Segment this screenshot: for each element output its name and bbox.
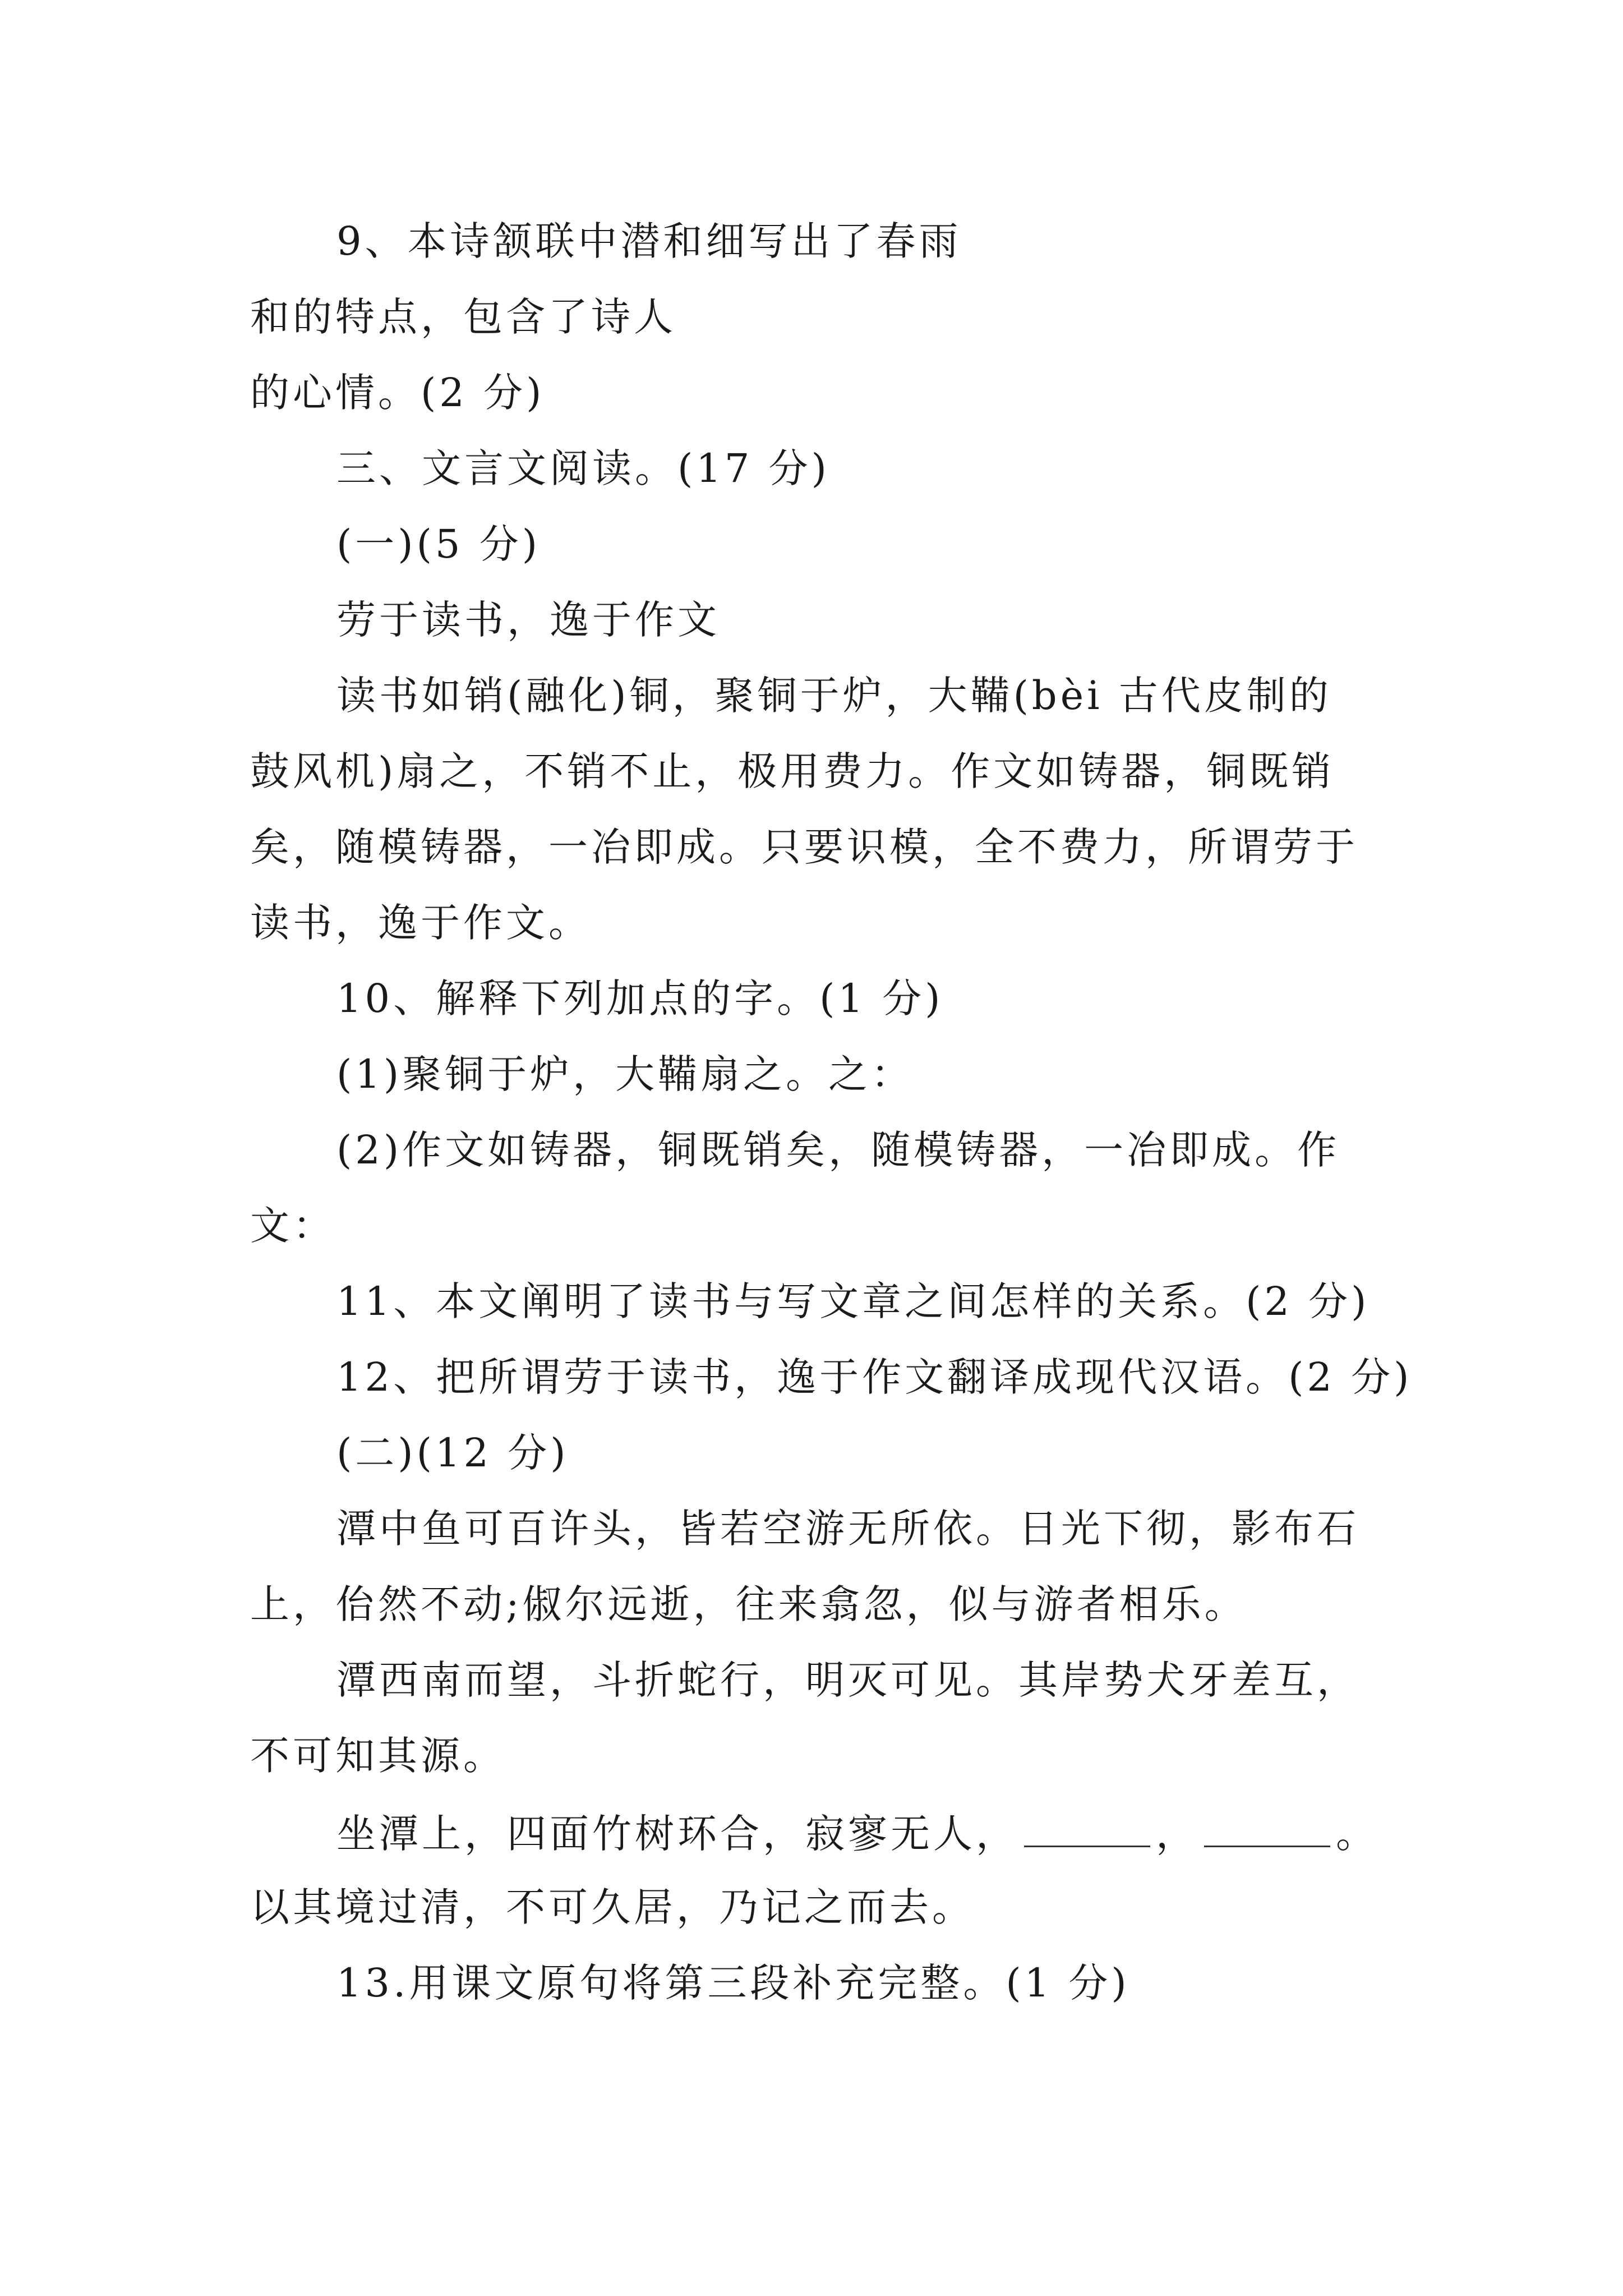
question-9-line-1: 9、本诗颔联中潜和细写出了春雨: [336, 218, 962, 264]
passage-1-line-2: 鼓风机)扇之，不销不止，极用费力。作文如铸器，铜既销: [250, 748, 1335, 794]
passage-2-para-1-line-2: 上，佁然不动;俶尔远逝，往来翕忽，似与游者相乐。: [250, 1581, 1247, 1627]
question-10-item-2-line-2: 文：: [250, 1203, 335, 1249]
question-9-line-2: 和的特点，包含了诗人: [250, 294, 676, 340]
passage-2-para-3-line-2: 以其境过清，不可久居，乃记之而去。: [250, 1884, 975, 1930]
passage-2-para-2-line-1: 潭西南而望，斗折蛇行，明灭可见。其岸势犬牙差互，: [336, 1657, 1359, 1703]
fill-in-blank-2[interactable]: [1204, 1812, 1330, 1847]
section-3-heading: 三、文言文阅读。(17 分): [336, 445, 830, 491]
sentence-end: 。: [1336, 1811, 1378, 1857]
question-10-item-2-line-1: (2)作文如铸器，铜既销矣，随模铸器，一冶即成。作: [336, 1127, 1340, 1173]
question-9-line-3: 的心情。(2 分): [250, 370, 545, 416]
passage-2-para-3-text: 坐潭上，四面竹树环合，寂寥无人，: [336, 1811, 1018, 1857]
question-11: 11、本文阐明了读书与写文章之间怎样的关系。(2 分): [336, 1278, 1370, 1324]
part-2-heading: (二)(12 分): [336, 1430, 569, 1476]
question-10-item-1: (1)聚铜于炉，大鞴扇之。之：: [336, 1051, 914, 1097]
passage-2-para-2-line-2: 不可知其源。: [250, 1733, 506, 1779]
part-1-heading: (一)(5 分): [336, 521, 541, 567]
passage-1-line-3: 矣，随模铸器，一冶即成。只要识模，全不费力，所谓劳于: [250, 824, 1358, 870]
question-13: 13.用课文原句将第三段补充完整。(1 分): [336, 1960, 1130, 2006]
passage-2-para-3-line-1: [336, 1811, 1378, 1857]
passage-1-title: 劳于读书，逸于作文: [336, 597, 720, 643]
passage-2-para-1-line-1: 潭中鱼可百许头，皆若空游无所依。日光下彻，影布石: [336, 1506, 1359, 1552]
passage-1-line-4: 读书，逸于作文。: [250, 900, 591, 946]
blank-separator: ，: [1156, 1811, 1198, 1857]
question-12: 12、把所谓劳于读书，逸于作文翻译成现代汉语。(2 分): [336, 1354, 1413, 1400]
question-10: 10、解释下列加点的字。(1 分): [336, 976, 944, 1022]
fill-in-blank-1[interactable]: [1024, 1812, 1150, 1847]
passage-1-line-1: 读书如销(融化)铜，聚铜于炉，大鞴(bèi 古代皮制的: [336, 673, 1332, 719]
